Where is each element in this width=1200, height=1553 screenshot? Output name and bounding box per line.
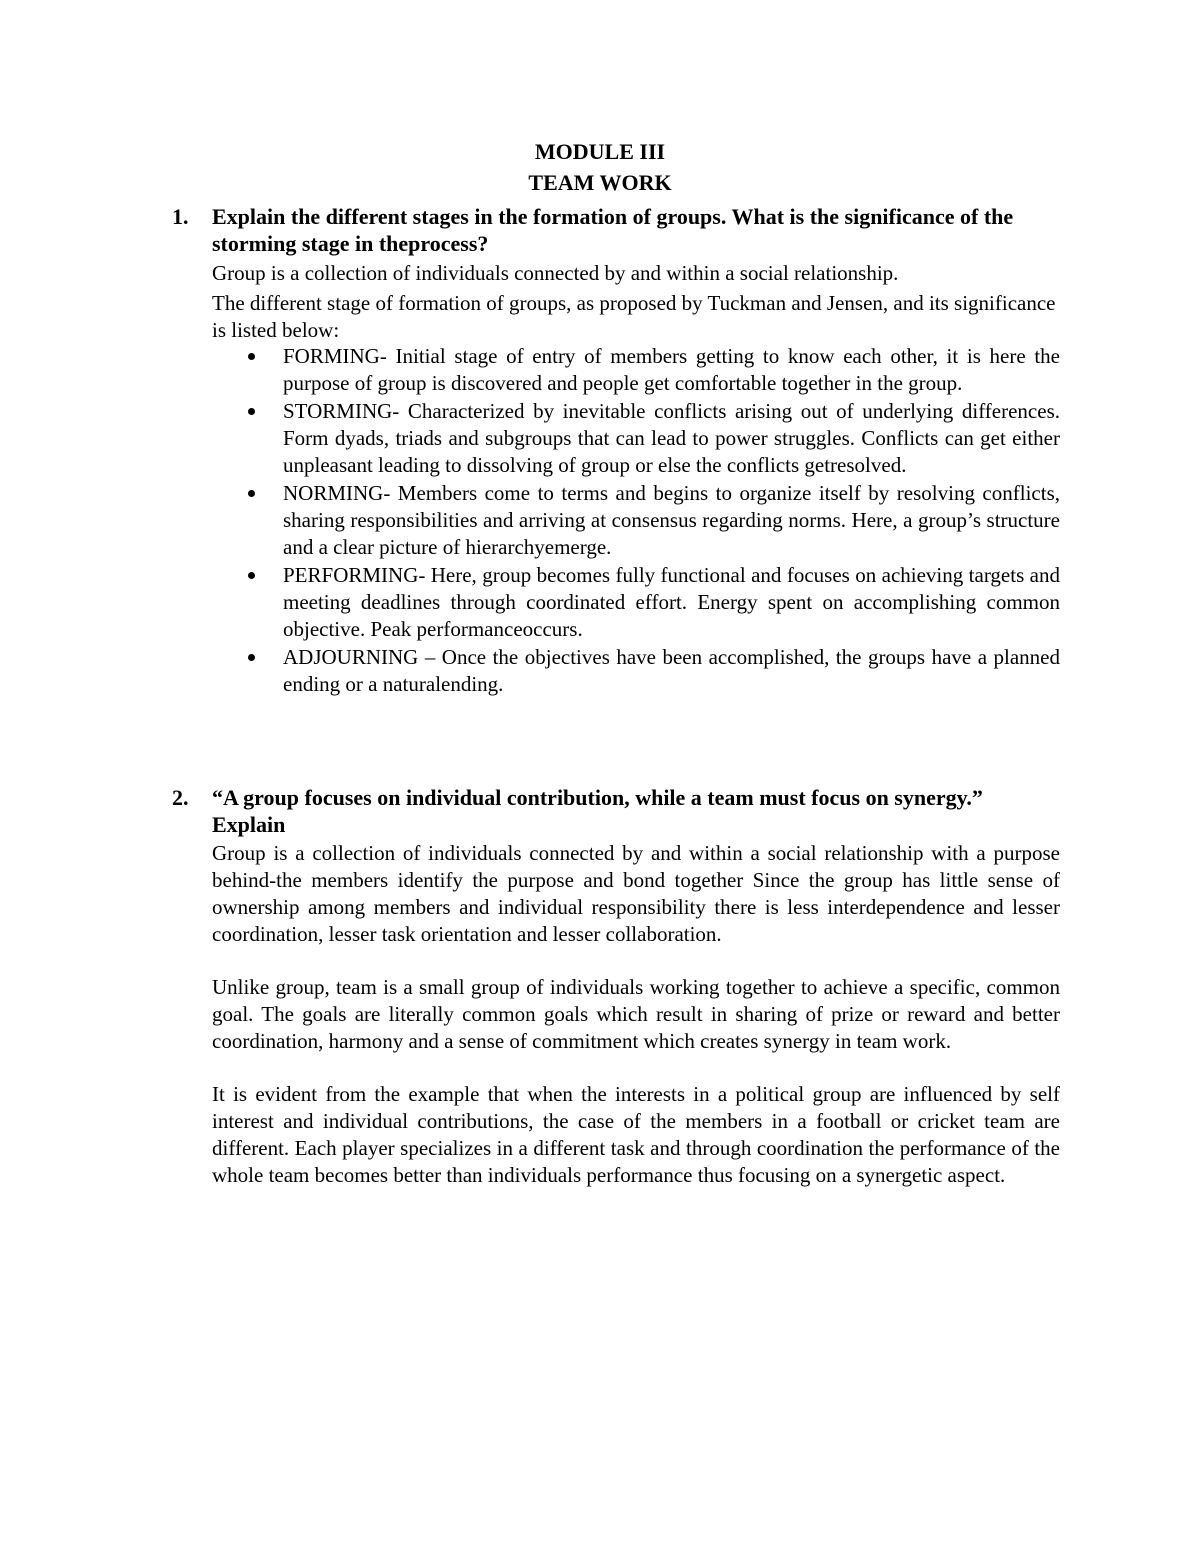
question-2-text: “A group focuses on individual contribution, while a team must focus on synergy.” Explain xyxy=(212,785,983,837)
question-1-intro-2: The different stage of formation of groups, as proposed by Tuckman and Jensen, and its significance is listed below: xyxy=(212,291,1056,342)
bullet-icon xyxy=(248,353,255,360)
question-1-text: Explain the different stages in the formation of groups. What is the significance of the storming stage in theprocess? xyxy=(212,204,1014,256)
question-1-intro-1: Group is a collection of individuals connected by and within a social relationship. xyxy=(212,261,899,285)
stage-adjourning: ADJOURNING – Once the objectives have been accomplished, the groups have a planned ending or a naturalending. xyxy=(283,645,1060,696)
list-item xyxy=(245,644,1060,698)
question-2-paragraph-2: Unlike group, team is a small group of individuals working together to achieve a specific, common goal. The goals are literally common goals which result in sharing of prize or reward and better coordination, harmony and a sense of commitment which creates synergy in team work. xyxy=(212,975,1060,1053)
question-1-block xyxy=(212,203,1060,344)
topic-heading: TEAM WORK xyxy=(528,170,672,195)
list-item xyxy=(245,343,1060,397)
bullet-icon xyxy=(248,654,255,661)
bullet-icon xyxy=(248,490,255,497)
module-heading: MODULE III xyxy=(534,139,666,164)
question-2-paragraph-3: It is evident from the example that when the interests in a political group are influenced by self interest and individual contributions, the case of the members in a football or cricket team are different. Each player specializes in a different task and through coordination the performance of the whole team becomes better than individuals performance thus focusing on a synergetic aspect. xyxy=(212,1082,1060,1187)
question-2-block xyxy=(212,784,1060,1189)
bullet-icon xyxy=(248,408,255,415)
stage-performing: PERFORMING- Here, group becomes fully functional and focuses on achieving targets and meeting deadlines through coordinated effort. Energy spent on accomplishing common objective. Peak performanceoccurs. xyxy=(283,563,1060,641)
stages-list xyxy=(245,343,1060,699)
list-item xyxy=(245,562,1060,643)
bullet-icon xyxy=(248,572,255,579)
stage-storming: STORMING- Characterized by inevitable conflicts arising out of underlying differences. Form dyads, triads and subgroups that can lead to power struggles. Conflicts can get either unpleasant leading to dissolving of group or else the conflicts getresolved. xyxy=(283,399,1060,477)
question-1-number: 1. xyxy=(172,204,189,229)
question-2-paragraph-1: Group is a collection of individuals connected by and within a social relationship with a purpose behind-the members identify the purpose and bond together Since the group has little sense of ownership among members and individual responsibility there is less interdependence and lesser coordination, lesser task orientation and lesser collaboration. xyxy=(212,841,1060,946)
stage-norming: NORMING- Members come to terms and begins to organize itself by resolving conflicts, sharing responsibilities and arriving at consensus regarding norms. Here, a group’s structure and a clear picture of hierarchyemerge. xyxy=(283,481,1060,559)
stage-forming: FORMING- Initial stage of entry of members getting to know each other, it is here the purpose of group is discovered and people get comfortable together in the group. xyxy=(283,344,1060,395)
question-2-number: 2. xyxy=(172,785,189,810)
list-item xyxy=(245,398,1060,479)
list-item xyxy=(245,480,1060,561)
